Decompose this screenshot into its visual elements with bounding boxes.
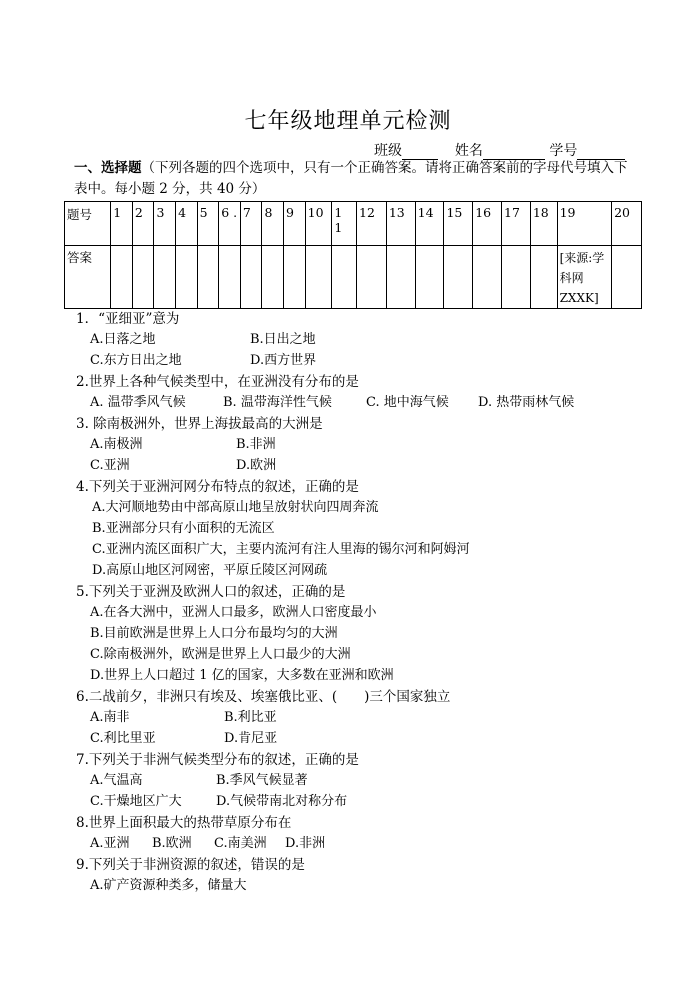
question-number: 9 <box>284 202 306 246</box>
option: B.亚洲部分只有小面积的无流区 <box>92 521 275 536</box>
option: D.高原山地区河网密，平原丘陵区河网疏 <box>92 563 328 578</box>
answer-cell[interactable] <box>219 246 241 309</box>
answer-table <box>64 201 642 309</box>
question-number: 17 <box>502 202 531 246</box>
question-stem: 1．“亚细亚”意为 <box>76 311 180 327</box>
option: D.气候带南北对称分布 <box>216 794 348 809</box>
question-stem: 4.下列关于亚洲河网分布特点的叙述，正确的是 <box>76 479 359 495</box>
answer-cell[interactable] <box>473 246 502 309</box>
question-number: 2 <box>132 202 154 246</box>
section-instruction: （下列各题的四个选项中，只有一个正确答案。请将正确答案前的字母代号填入下表中。每小题 2 分，共 40 分） <box>74 160 628 197</box>
question-number: 6 . <box>219 202 241 246</box>
question-number: 10 <box>305 202 332 246</box>
option: B.季风气候显著 <box>216 773 308 788</box>
answer-cell[interactable] <box>530 246 557 309</box>
question-number: 14 <box>415 202 444 246</box>
question-number: 20 <box>612 202 642 246</box>
option: A.气温高 <box>90 773 143 788</box>
answer-cell[interactable] <box>240 246 262 309</box>
answer-cell[interactable] <box>357 246 387 309</box>
question-number: 16 <box>473 202 502 246</box>
option: B.日出之地 <box>250 332 316 347</box>
question-number: 8 <box>262 202 284 246</box>
question-number: 5 <box>197 202 219 246</box>
question-number: 1 1 <box>332 202 357 246</box>
option: B.目前欧洲是世界上人口分布最均匀的大洲 <box>90 626 338 641</box>
answer-cell[interactable] <box>444 246 473 309</box>
option: A.大河顺地势由中部高原山地呈放射状向四周奔流 <box>92 500 379 515</box>
question-number: 3 <box>154 202 176 246</box>
answer-cell[interactable] <box>176 246 198 309</box>
option: D.西方世界 <box>250 353 317 368</box>
question-number: 19 <box>557 202 612 246</box>
question-number: 12 <box>357 202 387 246</box>
option: C. 地中海气候 <box>366 395 449 410</box>
question-stem: 8.世界上面积最大的热带草原分布在 <box>76 815 292 831</box>
student-info <box>374 140 625 160</box>
answer-cell[interactable] <box>284 246 306 309</box>
option: B.欧洲 <box>152 836 192 851</box>
option: B.利比亚 <box>224 710 277 725</box>
source-note: [来源:学科网ZXXK] <box>557 246 612 309</box>
question-stem: 6.二战前夕，非洲只有埃及、埃塞俄比亚、( )三个国家独立 <box>76 689 451 705</box>
answer-row <box>65 246 642 309</box>
class-label: 班级 <box>374 143 402 159</box>
option: C.干燥地区广大 <box>90 794 182 809</box>
answer-cell[interactable] <box>612 246 642 309</box>
section-heading <box>74 158 634 200</box>
option: C.亚洲内流区面积广大，主要内流河有注人里海的锡尔河和阿姆河 <box>92 542 470 557</box>
option: A.亚洲 <box>90 836 130 851</box>
option: D.世界上人口超过 1 亿的国家，大多数在亚洲和欧洲 <box>90 668 394 683</box>
question-stem: 7.下列关于非洲气候类型分布的叙述，正确的是 <box>76 752 359 768</box>
option: A.矿产资源种类多，储量大 <box>90 878 247 893</box>
option: C.利比里亚 <box>90 731 156 746</box>
name-label: 姓名 <box>454 143 483 159</box>
option: C.南美洲 <box>214 836 267 851</box>
option: A.在各大洲中，亚洲人口最多，欧洲人口密度最小 <box>90 605 377 620</box>
option: A. 温带季风气候 <box>90 395 186 410</box>
student-id-label: 学号 <box>549 143 578 159</box>
question-number: 18 <box>530 202 557 246</box>
question-number: 4 <box>176 202 198 246</box>
question-number: 15 <box>444 202 473 246</box>
option: C.亚洲 <box>90 458 130 473</box>
answer-cell[interactable] <box>305 246 332 309</box>
question-number: 7 <box>240 202 262 246</box>
option: A.日落之地 <box>90 332 156 347</box>
option: C.除南极洲外，欧洲是世界上人口最少的大洲 <box>90 647 351 662</box>
row-label-number: 题号 <box>65 202 111 246</box>
option: A.南非 <box>90 710 130 725</box>
question-number: 1 <box>111 202 133 246</box>
answer-cell[interactable] <box>386 246 415 309</box>
answer-cell[interactable] <box>332 246 357 309</box>
option: B.非洲 <box>236 437 276 452</box>
answer-cell[interactable] <box>415 246 444 309</box>
page-title: 七年级地理单元检测 <box>244 109 452 134</box>
option: D.欧洲 <box>236 458 277 473</box>
section-title: 一、选择题 <box>74 160 142 176</box>
option: D. 热带雨林气候 <box>478 395 575 410</box>
answer-cell[interactable] <box>132 246 154 309</box>
answer-cell[interactable] <box>502 246 531 309</box>
row-label-answer: 答案 <box>65 246 111 309</box>
question-number-row <box>65 202 642 246</box>
option: D.非洲 <box>285 836 326 851</box>
answer-cell[interactable] <box>197 246 219 309</box>
option: D.肯尼亚 <box>224 731 278 746</box>
option: C.东方日出之地 <box>90 353 182 368</box>
question-number: 13 <box>386 202 415 246</box>
question-stem: 3. 除南极洲外，世界上海拔最高的大洲是 <box>76 416 323 432</box>
option: A.南极洲 <box>90 437 143 452</box>
answer-cell[interactable] <box>154 246 176 309</box>
question-stem: 5.下列关于亚洲及欧洲人口的叙述，正确的是 <box>76 584 346 600</box>
answer-cell[interactable] <box>262 246 284 309</box>
question-stem: 9.下列关于非洲资源的叙述，错误的是 <box>76 857 305 873</box>
question-stem: 2.世界上各种气候类型中，在亚洲没有分布的是 <box>76 374 359 390</box>
answer-cell[interactable] <box>111 246 133 309</box>
option: B. 温带海洋性气候 <box>223 395 332 410</box>
